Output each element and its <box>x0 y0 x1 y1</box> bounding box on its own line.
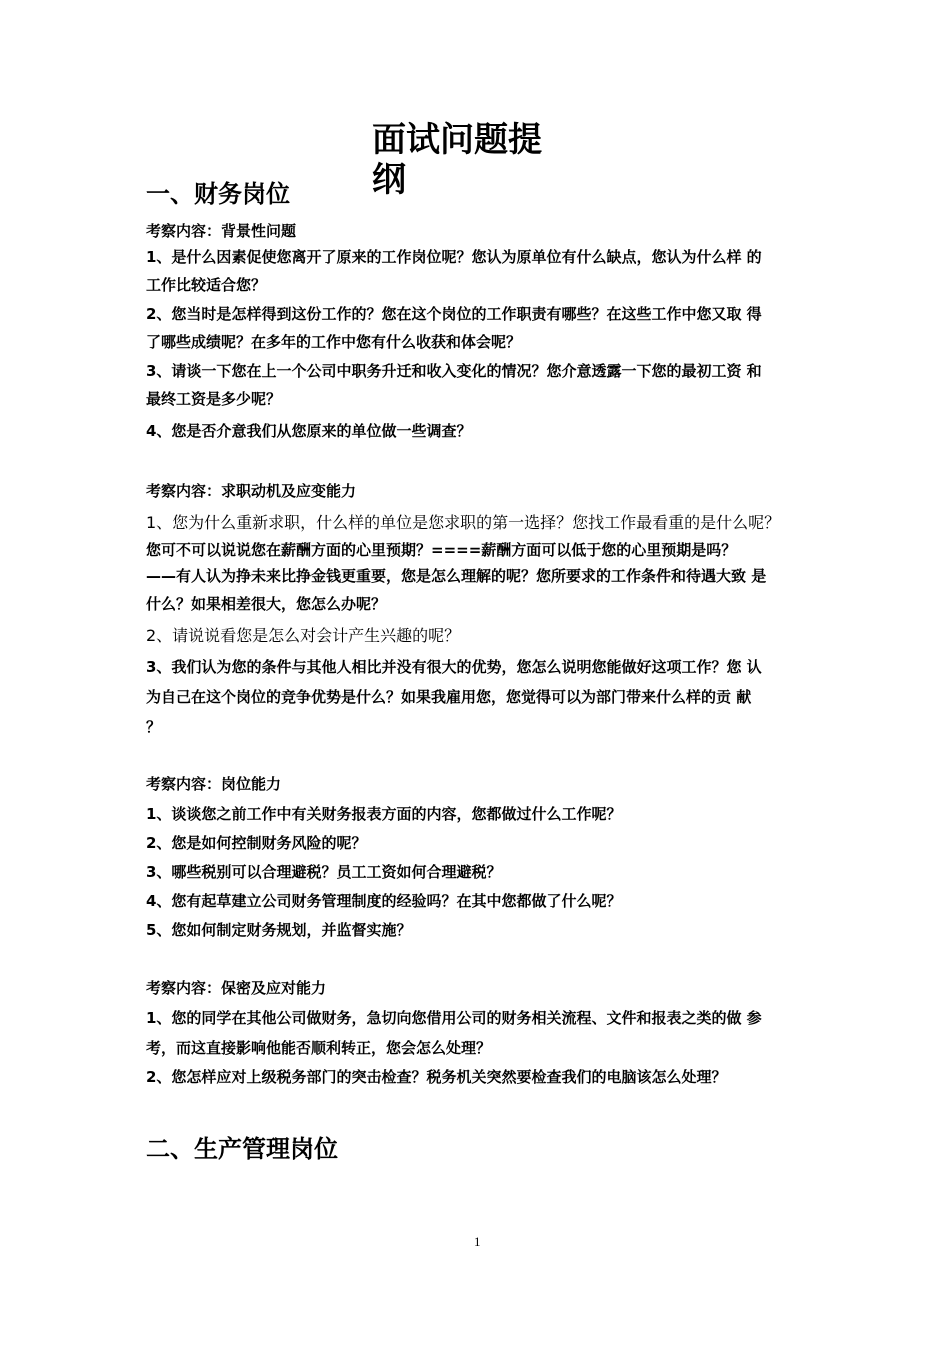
group-label-ability: 考察内容：岗位能力 <box>146 775 282 793</box>
question-line: 1、您的同学在其他公司做财务，急切向您借用公司的财务相关流程、文件和报表之类的做 参 <box>146 1009 762 1027</box>
question-line: 考，而这直接影响他能否顺利转正，您会怎么处理？ <box>146 1039 492 1057</box>
document-title-line2: 纲 <box>372 160 406 200</box>
group-label-confidentiality: 考察内容：保密及应对能力 <box>146 979 327 997</box>
group-label-background: 考察内容：背景性问题 <box>146 222 297 240</box>
page-number: 1 <box>474 1234 481 1249</box>
question-line: 您可不可以说说您在薪酬方面的心里预期？====薪酬方面可以低于您的心里预期是吗？ <box>146 541 737 559</box>
question-line: 1、是什么因素促使您离开了原来的工作岗位呢？您认为原单位有什么缺点，您认为什么样 的 <box>146 248 762 266</box>
question-line: 工作比较适合您？ <box>146 276 267 294</box>
question-line: 2、您怎样应对上级税务部门的突击检查？税务机关突然要检查我们的电脑该怎么处理？ <box>146 1068 727 1086</box>
question-line: 3、请谈一下您在上一个公司中职务升迁和收入变化的情况？您介意透露一下您的最初工资 和 <box>146 362 762 380</box>
question-line: 2、您是如何控制财务风险的呢？ <box>146 834 367 852</box>
question-line: 3、我们认为您的条件与其他人相比并没有很大的优势，您怎么说明您能做好这项工作？您 认 <box>146 658 762 676</box>
question-line: 3、哪些税别可以合理避税？员工工资如何合理避税？ <box>146 863 502 881</box>
question-line: 4、您是否介意我们从您原来的单位做一些调查？ <box>146 422 472 440</box>
question-line: 什么？如果相差很大，您怎么办呢？ <box>146 595 387 613</box>
question-line: 最终工资是多少呢？ <box>146 390 282 408</box>
question-line: ？ <box>146 718 162 736</box>
question-line: ——有人认为挣未来比挣金钱更重要，您是怎么理解的呢？您所要求的工作条件和待遇大致 是 <box>146 567 767 585</box>
question-line: 1、您为什么重新求职，什么样的单位是您求职的第一选择？您找工作最看重的是什么呢？ <box>146 513 781 532</box>
question-line: 5、您如何制定财务规划，并监督实施？ <box>146 921 412 939</box>
question-line: 了哪些成绩呢？在多年的工作中您有什么收获和体会呢？ <box>146 333 522 351</box>
question-line: 2、请说说看您是怎么对会计产生兴趣的呢？ <box>146 626 461 645</box>
group-label-motivation: 考察内容：求职动机及应变能力 <box>146 482 357 500</box>
question-line: 2、您当时是怎样得到这份工作的？您在这个岗位的工作职责有哪些？在这些工作中您又取 得 <box>146 305 762 323</box>
question-line: 为自己在这个岗位的竞争优势是什么？如果我雇用您，您觉得可以为部门带来什么样的贡 献 <box>146 688 752 706</box>
question-line: 4、您有起草建立公司财务管理制度的经验吗？在其中您都做了什么呢？ <box>146 892 622 910</box>
section-heading-production: 二、生产管理岗位 <box>146 1135 338 1163</box>
question-line: 1、谈谈您之前工作中有关财务报表方面的内容，您都做过什么工作呢？ <box>146 805 622 823</box>
document-title-line1: 面试问题提 <box>372 120 542 160</box>
section-heading-finance: 一、财务岗位 <box>146 180 290 208</box>
